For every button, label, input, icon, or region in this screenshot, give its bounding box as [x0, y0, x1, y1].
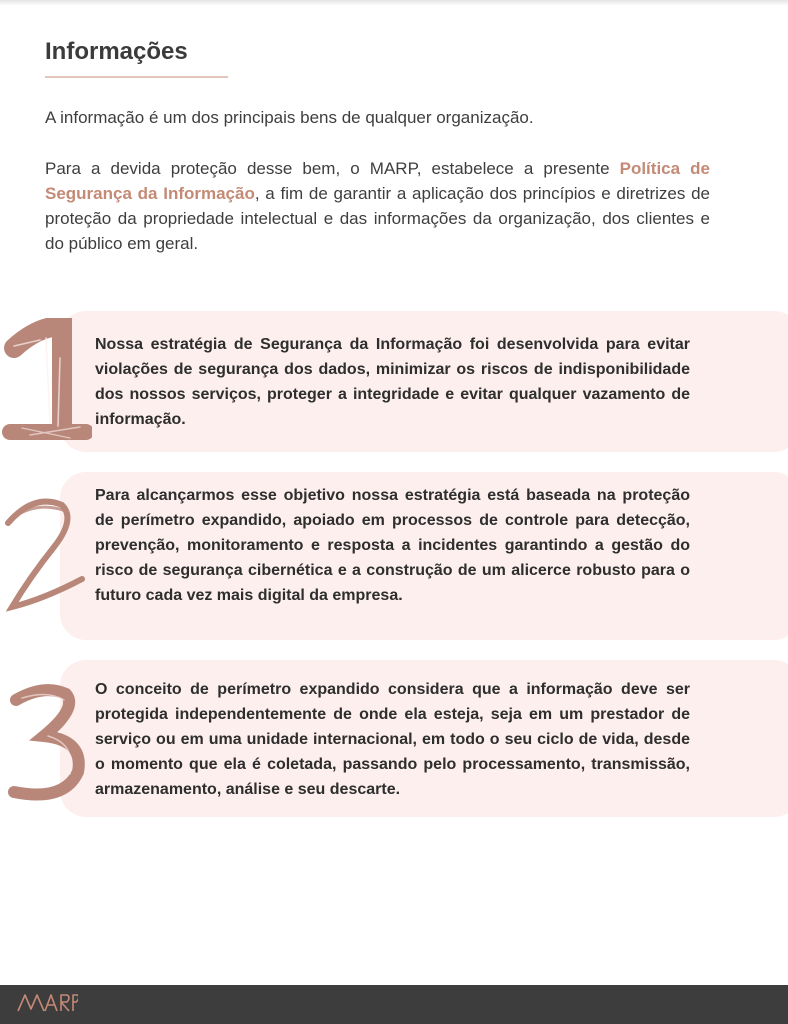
page-top-shadow	[0, 0, 788, 6]
policy-paragraph	[45, 156, 710, 256]
number-two-brush-icon	[4, 495, 86, 615]
section-title: Informações	[45, 38, 188, 65]
number-three-brush-icon	[4, 682, 88, 806]
intro-paragraph: A informação é um dos principais bens de qualquer organização.	[45, 108, 534, 127]
policy-link[interactable]: Política de Segurança da Informação	[45, 159, 710, 203]
strategy-card-1-text: Nossa estratégia de Segurança da Informação foi desenvolvida para evitar violações de segurança dos dados, minimizar os riscos de indisponibilidade dos nossos serviços, proteger a integridade e evitar qualquer vazamento de informação.	[95, 336, 690, 428]
number-one-brush-icon	[0, 318, 92, 444]
policy-text-before: Para a devida proteção desse bem, o MARP, estabelece a presente	[45, 159, 620, 178]
policy-text-after: , a fim de garantir a aplicação dos princípios e diretrizes de proteção da propriedade intelectual e das informações da organização, dos clientes e do público em geral.	[45, 184, 711, 253]
strategy-card-2-text: Para alcançarmos esse objetivo nossa estratégia está baseada na proteção de perímetro expandido, apoiado em processos de controle para detecção, prevenção, monitoramento e resposta a incidentes garantindo a gestão do risco de segurança cibernética e a construção de um alicerce robusto para o futuro cada vez mais digital da empresa.	[95, 487, 690, 604]
strategy-card-3-text: O conceito de perímetro expandido considera que a informação deve ser protegida independentemente de onde ela esteja, seja em um prestador de serviço ou em uma unidade internacional, em todo o seu ciclo de vida, desde o momento que ela é coletada, passando pelo processamento, transmissão, armazenamento, análise e seu descarte.	[95, 681, 690, 798]
marp-logo	[16, 989, 78, 1015]
footer-bar	[0, 985, 788, 1024]
title-underline	[45, 76, 228, 78]
